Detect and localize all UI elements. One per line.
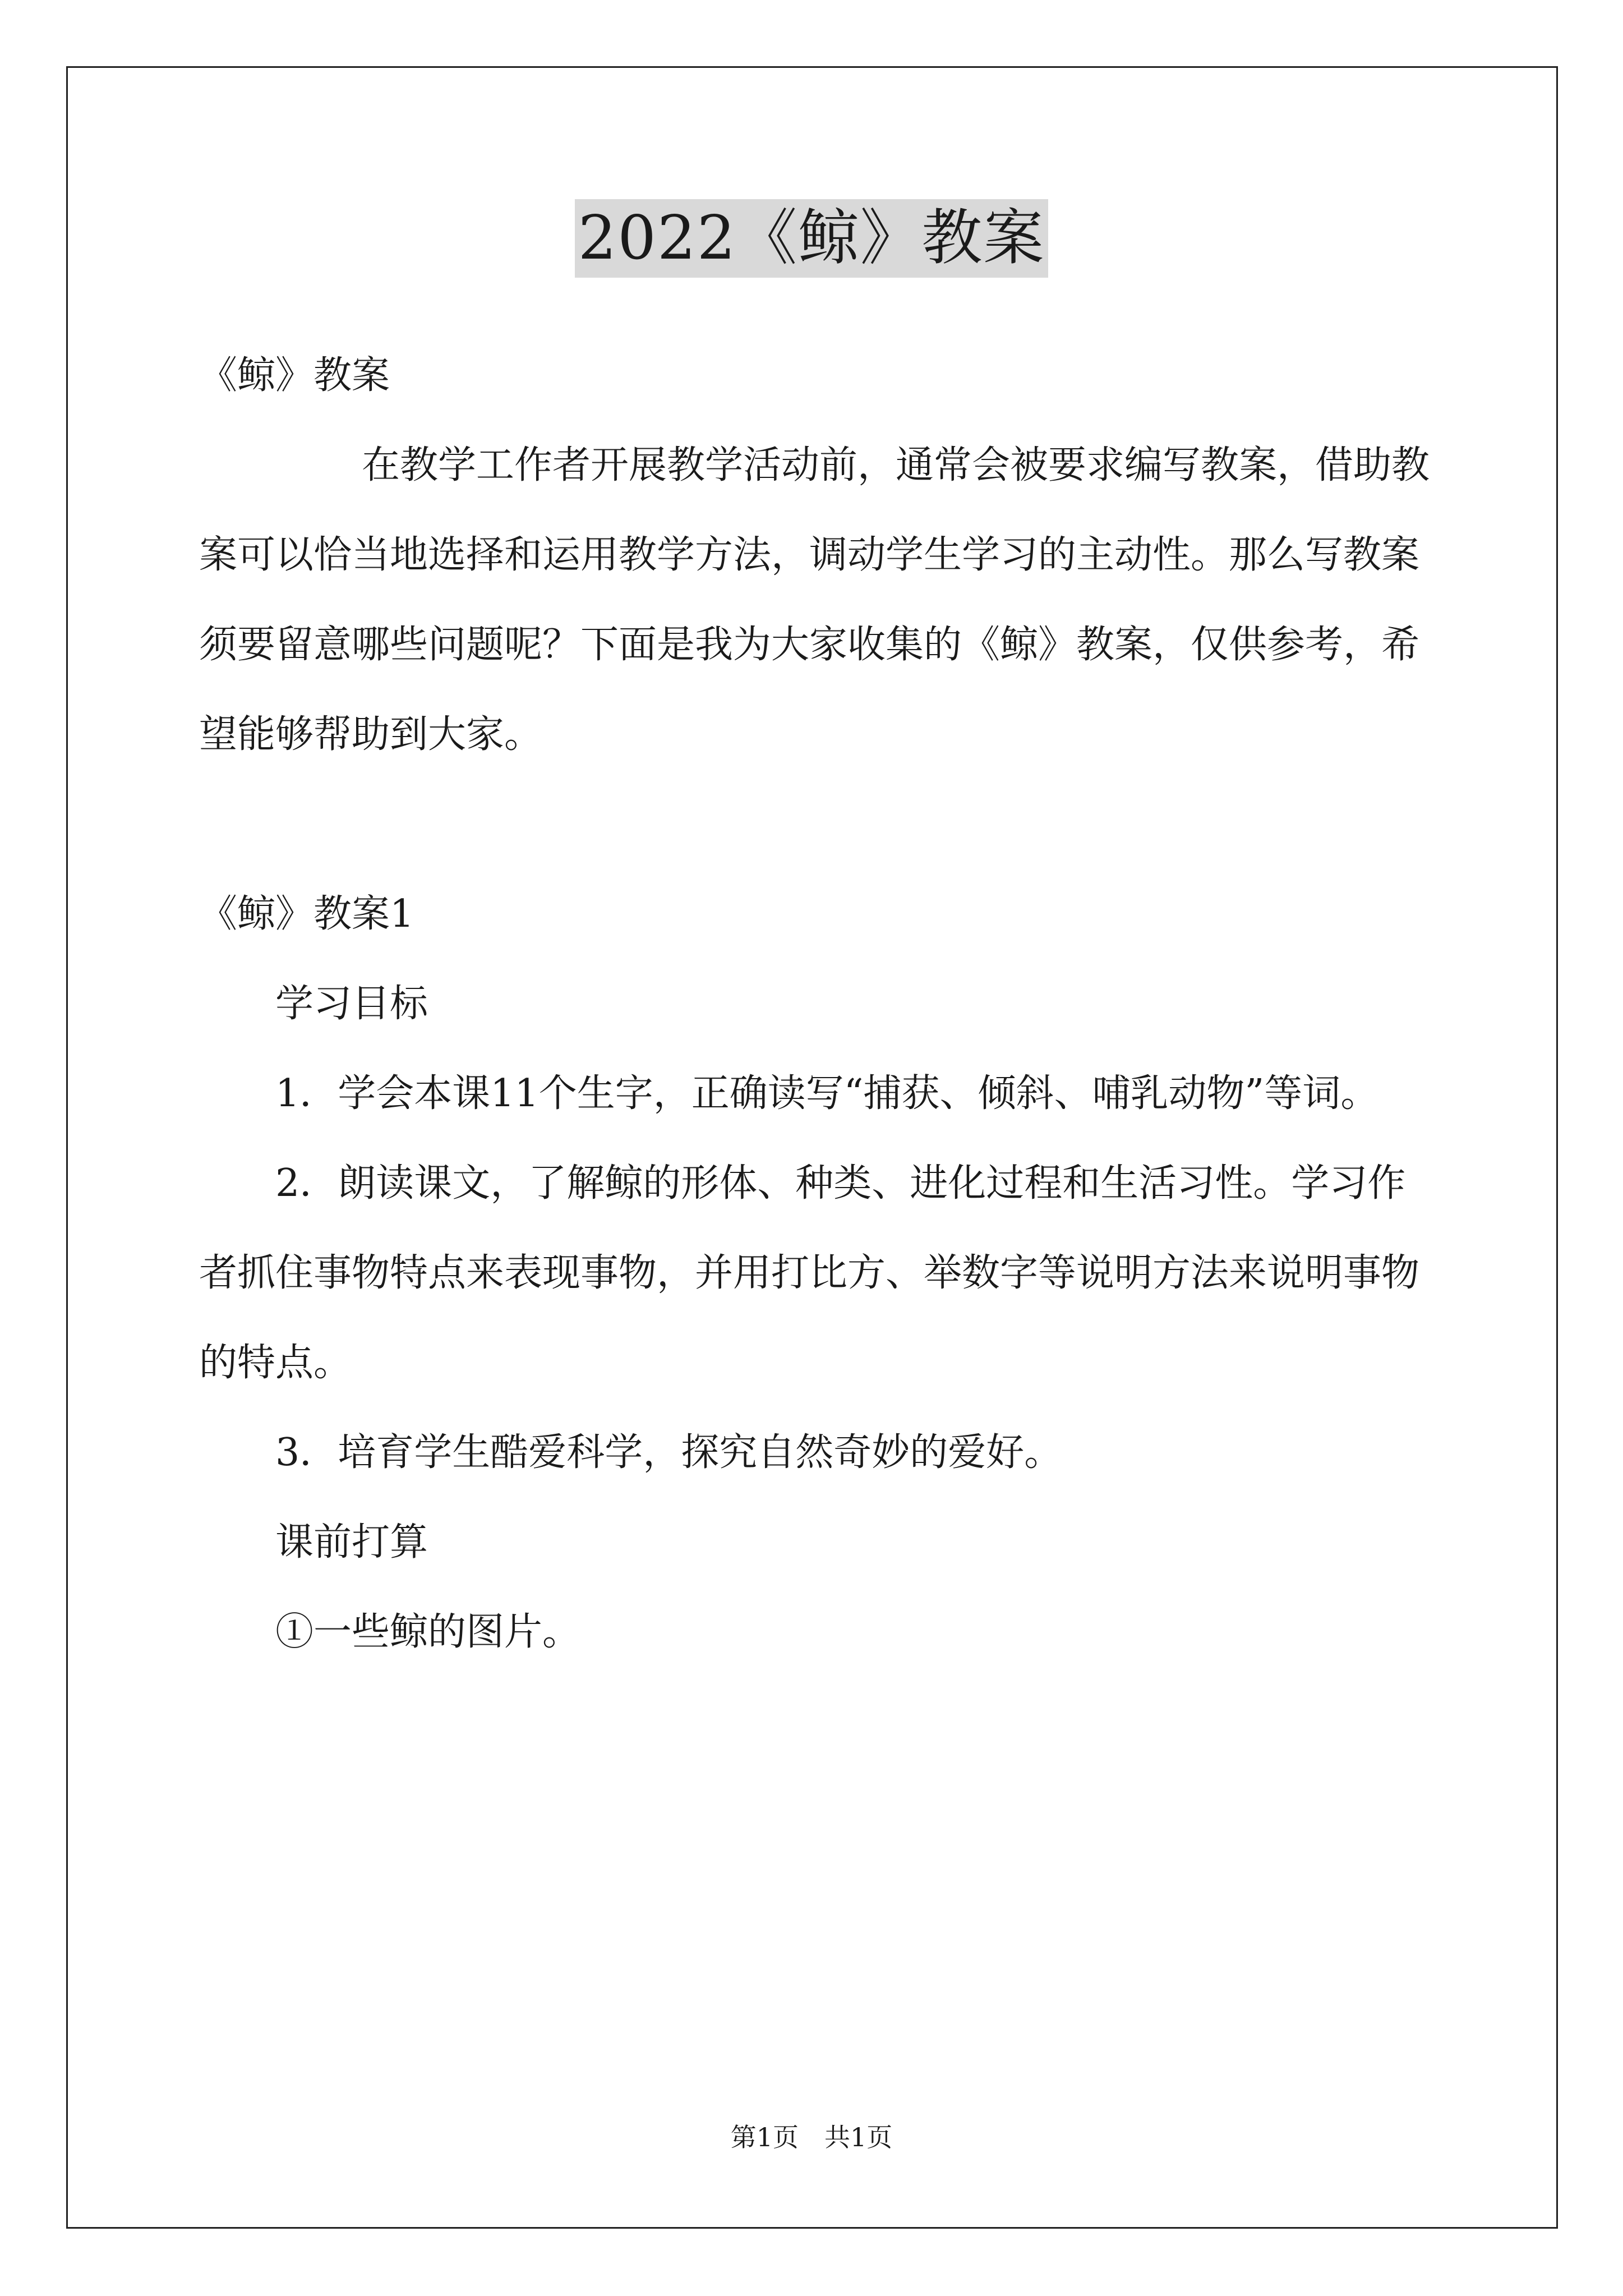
intro-paragraph: 在教学工作者开展教学活动前，通常会被要求编写教案，借助教案可以恰当地选择和运用教学方法，调动学生学习的主动性。那么写教案须要留意哪些问题呢？下面是我为大家收集的《鲸》教案，仅供参考，希望能够帮助到大家。 [199, 443, 1430, 757]
goal-item-3: 3．培育学生酷爱科学，探究自然奇妙的爱好。 [275, 1430, 1063, 1475]
document-body [199, 331, 1433, 1677]
title-wrap [0, 199, 1623, 278]
document-title: 2022《鲸》教案 [575, 199, 1049, 278]
prep-item-1: ①一些鲸的图片。 [275, 1610, 581, 1654]
goal-item-2: 2．朗读课文，了解鲸的形体、种类、进化过程和生活习性。学习作者抓住事物特点来表现事物，并用打比方、举数字等说明方法来说明事物的特点。 [199, 1161, 1420, 1385]
page-footer: 第1页 共1页 [730, 2122, 893, 2152]
section-title: 《鲸》教案1 [199, 892, 414, 936]
spacer [199, 780, 1433, 869]
subtitle: 《鲸》教案 [199, 353, 390, 398]
prep-heading: 课前打算 [275, 1520, 428, 1565]
goals-heading: 学习目标 [275, 982, 428, 1026]
goal-item-1: 1．学会本课11个生字，正确读写“捕获、倾斜、哺乳动物”等词。 [275, 1071, 1379, 1116]
